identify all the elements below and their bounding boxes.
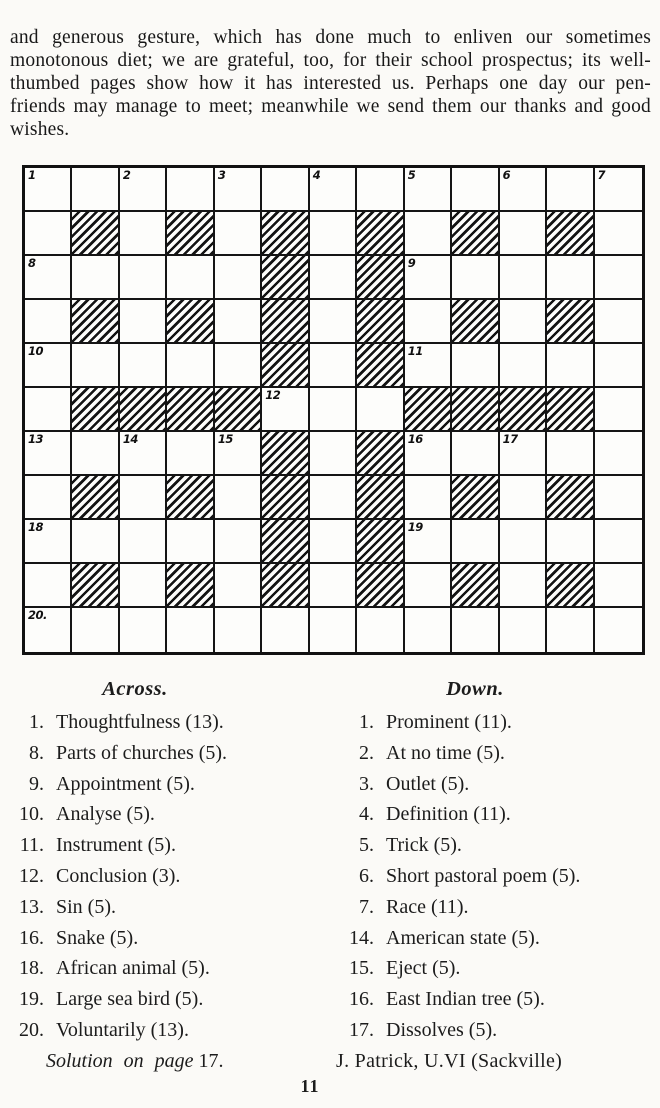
cell-number: 20. — [28, 608, 47, 622]
crossword-cell — [595, 608, 642, 652]
crossword-cell — [310, 388, 357, 432]
crossword-cell — [310, 212, 357, 256]
crossword-cell — [452, 520, 499, 564]
crossword-block-cell — [262, 256, 309, 300]
crossword-cell — [215, 608, 262, 652]
cell-number: 19 — [407, 520, 423, 534]
crossword-cell — [120, 608, 167, 652]
across-clue-item — [0, 769, 330, 800]
crossword-block-cell — [262, 432, 309, 476]
clue-number: 16. — [19, 926, 44, 949]
cell-number: 12 — [265, 388, 281, 402]
clue-text: Snake (5). — [56, 926, 139, 949]
crossword-cell — [310, 256, 357, 300]
crossword-cell — [215, 256, 262, 300]
crossword-block-cell — [357, 212, 404, 256]
crossword-block-cell — [357, 520, 404, 564]
crossword-block-cell — [72, 300, 119, 344]
crossword-cell — [167, 256, 214, 300]
crossword-cell — [547, 432, 594, 476]
crossword-cell — [25, 168, 72, 212]
crossword-block-cell — [262, 212, 309, 256]
crossword-cell — [215, 432, 262, 476]
crossword-cell — [310, 168, 357, 212]
crossword-cell — [120, 564, 167, 608]
crossword-cell — [215, 300, 262, 344]
crossword-block-cell — [167, 564, 214, 608]
crossword-block-cell — [357, 432, 404, 476]
cell-number: 2 — [122, 168, 131, 182]
crossword-block-cell — [547, 388, 594, 432]
crossword-cell — [120, 344, 167, 388]
cell-number: 5 — [407, 168, 416, 182]
crossword-cell — [452, 608, 499, 652]
cell-number: 9 — [407, 256, 416, 270]
crossword-cell — [25, 476, 72, 520]
cell-number: 4 — [312, 168, 321, 182]
cell-number: 11 — [407, 344, 423, 358]
crossword-block-cell — [452, 564, 499, 608]
crossword-cell — [120, 256, 167, 300]
crossword-block-cell — [547, 212, 594, 256]
crossword-block-cell — [357, 476, 404, 520]
crossword-block-cell — [452, 300, 499, 344]
crossword-block-cell — [167, 212, 214, 256]
clue-text: Eject (5). — [386, 957, 461, 980]
clue-text: Large sea bird (5). — [56, 988, 204, 1011]
crossword-cell — [595, 476, 642, 520]
down-clue-item — [330, 1015, 660, 1046]
crossword-cell — [595, 344, 642, 388]
crossword-block-cell — [357, 300, 404, 344]
crossword-grid — [22, 165, 645, 655]
clue-text: Dissolves (5). — [386, 1018, 498, 1041]
crossword-cell — [310, 520, 357, 564]
across-clue-item — [0, 707, 330, 738]
cell-number: 18 — [28, 520, 44, 534]
clue-number: 3. — [359, 772, 374, 795]
crossword-cell — [547, 344, 594, 388]
cell-number: 8 — [28, 256, 36, 270]
crossword-cell — [25, 388, 72, 432]
crossword-cell — [357, 388, 404, 432]
clue-number: 4. — [359, 803, 374, 826]
crossword-cell — [547, 256, 594, 300]
crossword-block-cell — [547, 476, 594, 520]
crossword-block-cell — [262, 344, 309, 388]
crossword-block-cell — [72, 476, 119, 520]
cell-number: 15 — [217, 432, 233, 446]
crossword-cell — [500, 212, 547, 256]
crossword-block-cell — [72, 564, 119, 608]
clue-text: Trick (5). — [386, 834, 462, 857]
crossword-cell — [405, 344, 452, 388]
clue-number: 12. — [19, 864, 44, 887]
crossword-cell — [452, 256, 499, 300]
crossword-cell — [215, 344, 262, 388]
cell-number: 3 — [217, 168, 226, 182]
crossword-cell — [452, 168, 499, 212]
crossword-cell — [120, 212, 167, 256]
clue-number: 6. — [359, 864, 374, 887]
across-clue-item — [0, 923, 330, 954]
clue-number: 11. — [19, 834, 44, 857]
crossword-block-cell — [405, 388, 452, 432]
crossword-cell — [215, 212, 262, 256]
across-clue-item — [0, 861, 330, 892]
crossword-cell — [405, 608, 452, 652]
across-clues-column — [0, 676, 330, 1076]
crossword-block-cell — [262, 564, 309, 608]
clue-text: Instrument (5). — [56, 834, 176, 857]
crossword-cell — [167, 344, 214, 388]
crossword-cell — [595, 520, 642, 564]
clue-number: 8. — [29, 741, 44, 764]
crossword-cell — [215, 520, 262, 564]
crossword-cell — [357, 168, 404, 212]
clue-text: Race (11). — [386, 895, 469, 918]
crossword-cell — [310, 300, 357, 344]
crossword-cell — [310, 344, 357, 388]
crossword-block-cell — [547, 300, 594, 344]
crossword-cell — [25, 520, 72, 564]
cell-number: 6 — [502, 168, 511, 182]
crossword-cell — [25, 564, 72, 608]
crossword-cell — [310, 432, 357, 476]
across-heading: Across. — [102, 678, 168, 700]
down-clue-item — [330, 953, 660, 984]
crossword-cell — [120, 520, 167, 564]
clue-text: Appointment (5). — [56, 772, 195, 795]
clue-number: 9. — [29, 772, 44, 795]
clue-number: 20. — [19, 1018, 44, 1041]
clue-number: 1. — [29, 711, 44, 733]
crossword-block-cell — [72, 212, 119, 256]
crossword-cell — [547, 608, 594, 652]
across-clue-item — [0, 953, 330, 984]
crossword-cell — [310, 608, 357, 652]
down-clue-item — [330, 830, 660, 861]
clue-text: Sin (5). — [56, 895, 116, 918]
crossword-cell — [405, 256, 452, 300]
crossword-cell — [72, 256, 119, 300]
crossword-cell — [405, 300, 452, 344]
crossword-cell — [405, 476, 452, 520]
across-clues-list — [0, 707, 330, 1046]
clue-text: Parts of churches (5). — [56, 741, 228, 764]
crossword-block-cell — [167, 300, 214, 344]
across-clue-item — [0, 799, 330, 830]
cell-number: 1 — [28, 168, 36, 182]
crossword-cell — [215, 168, 262, 212]
crossword-block-cell — [72, 388, 119, 432]
crossword-cell — [310, 564, 357, 608]
crossword-block-cell — [452, 388, 499, 432]
crossword-cell — [357, 608, 404, 652]
down-clue-item — [330, 799, 660, 830]
clue-text: Short pastoral poem (5). — [386, 864, 581, 887]
clue-text: Thoughtfulness (13). — [56, 711, 224, 733]
crossword-cell — [500, 564, 547, 608]
clue-number: 17. — [349, 1018, 374, 1041]
crossword-block-cell — [215, 388, 262, 432]
clue-text: Prominent (11). — [386, 711, 512, 733]
crossword-cell — [405, 564, 452, 608]
crossword-cell — [405, 432, 452, 476]
crossword-block-cell — [262, 300, 309, 344]
clue-text: Analyse (5). — [56, 803, 155, 826]
crossword-block-cell — [357, 256, 404, 300]
crossword-block-cell — [262, 476, 309, 520]
down-clues-column — [330, 676, 660, 1076]
intro-paragraph: and generous gesture, which has done much to enliven our sometimes monotonous diet; we are grateful, too, for their school prospectus; its well-thumbed pages show how it has interested us. Perhaps one day our pen-friends may manage to meet; meanwhile we send them our thanks and good wishes. — [10, 26, 651, 140]
crossword-block-cell — [452, 476, 499, 520]
crossword-cell — [262, 388, 309, 432]
across-clue-item — [0, 1015, 330, 1046]
crossword-cell — [72, 608, 119, 652]
down-clue-item — [330, 923, 660, 954]
crossword-block-cell — [262, 520, 309, 564]
clue-number: 5. — [359, 834, 374, 857]
clue-text: American state (5). — [386, 926, 540, 949]
crossword-cell — [25, 608, 72, 652]
clue-text: Voluntarily (13). — [56, 1018, 189, 1041]
crossword-block-cell — [167, 476, 214, 520]
cell-number: 10 — [28, 344, 44, 358]
down-clue-item — [330, 861, 660, 892]
clue-number: 7. — [359, 895, 374, 918]
crossword-cell — [547, 168, 594, 212]
crossword-cell — [595, 300, 642, 344]
clue-number: 10. — [19, 803, 44, 826]
solution-note — [0, 1046, 330, 1076]
crossword-block-cell — [167, 388, 214, 432]
down-clue-item — [330, 707, 660, 738]
clue-number: 1. — [359, 711, 374, 733]
clue-text: At no time (5). — [386, 741, 505, 764]
crossword-cell — [72, 520, 119, 564]
cell-number: 14 — [122, 432, 138, 446]
clue-text: Conclusion (3). — [56, 864, 181, 887]
down-clue-item — [330, 738, 660, 769]
clue-number: 16. — [349, 988, 374, 1011]
clue-text: Outlet (5). — [386, 772, 470, 795]
across-clue-item — [0, 984, 330, 1015]
page-number: 11 — [300, 1076, 320, 1096]
crossword-cell — [452, 344, 499, 388]
down-heading: Down. — [446, 678, 504, 700]
crossword-cell — [120, 476, 167, 520]
crossword-cell — [167, 432, 214, 476]
across-clue-item — [0, 738, 330, 769]
crossword-cell — [25, 300, 72, 344]
crossword-cell — [405, 520, 452, 564]
crossword-cell — [120, 432, 167, 476]
crossword-cell — [500, 476, 547, 520]
crossword-block-cell — [357, 344, 404, 388]
crossword-cell — [500, 344, 547, 388]
crossword-cell — [25, 344, 72, 388]
cell-number: 17 — [502, 432, 518, 446]
crossword-cell — [72, 344, 119, 388]
crossword-block-cell — [357, 564, 404, 608]
crossword-cell — [500, 256, 547, 300]
clue-text: African animal (5). — [56, 957, 210, 980]
clue-number: 13. — [19, 895, 44, 918]
cell-number: 7 — [597, 168, 606, 182]
clue-number: 15. — [349, 957, 374, 980]
crossword-cell — [25, 256, 72, 300]
crossword-cell — [595, 432, 642, 476]
clue-number: 19. — [19, 988, 44, 1011]
crossword-cell — [72, 168, 119, 212]
crossword-cell — [405, 212, 452, 256]
crossword-cell — [72, 432, 119, 476]
cell-number: 13 — [28, 432, 44, 446]
crossword-cell — [262, 168, 309, 212]
crossword-cell — [547, 520, 594, 564]
author-credit: J. Patrick, U.VI (Sackville) — [336, 1049, 563, 1072]
crossword-cell — [500, 300, 547, 344]
crossword-cell — [120, 300, 167, 344]
solution-page-number: 17. — [198, 1049, 224, 1072]
crossword-cell — [167, 168, 214, 212]
crossword-cell — [310, 476, 357, 520]
crossword-cell — [120, 168, 167, 212]
down-clues-list — [330, 707, 660, 1046]
crossword-cell — [500, 432, 547, 476]
crossword-cell — [25, 212, 72, 256]
crossword-cell — [595, 256, 642, 300]
down-clue-item — [330, 984, 660, 1015]
clue-text: East Indian tree (5). — [386, 988, 545, 1011]
crossword-cell — [167, 520, 214, 564]
across-clue-item — [0, 892, 330, 923]
crossword-block-cell — [452, 212, 499, 256]
solution-note-italic: Solution on page — [46, 1049, 194, 1072]
cell-number: 16 — [407, 432, 423, 446]
crossword-cell — [500, 520, 547, 564]
crossword-cell — [595, 564, 642, 608]
crossword-cell — [262, 608, 309, 652]
crossword-cell — [215, 476, 262, 520]
crossword-cell — [215, 564, 262, 608]
crossword-cell — [452, 432, 499, 476]
down-clue-item — [330, 892, 660, 923]
crossword-cell — [595, 168, 642, 212]
crossword-block-cell — [547, 564, 594, 608]
clues-section — [0, 676, 660, 1076]
clue-number: 18. — [19, 957, 44, 980]
down-clue-item — [330, 769, 660, 800]
crossword-cell — [167, 608, 214, 652]
crossword-cell — [500, 168, 547, 212]
crossword-cell — [405, 168, 452, 212]
clue-text: Definition (11). — [386, 803, 511, 826]
crossword-cell — [25, 432, 72, 476]
clue-number: 2. — [359, 741, 374, 764]
crossword-cell — [595, 212, 642, 256]
crossword-block-cell — [500, 388, 547, 432]
crossword-block-cell — [120, 388, 167, 432]
clue-number: 14. — [349, 926, 374, 949]
crossword-cell — [595, 388, 642, 432]
crossword-cell — [500, 608, 547, 652]
across-clue-item — [0, 830, 330, 861]
